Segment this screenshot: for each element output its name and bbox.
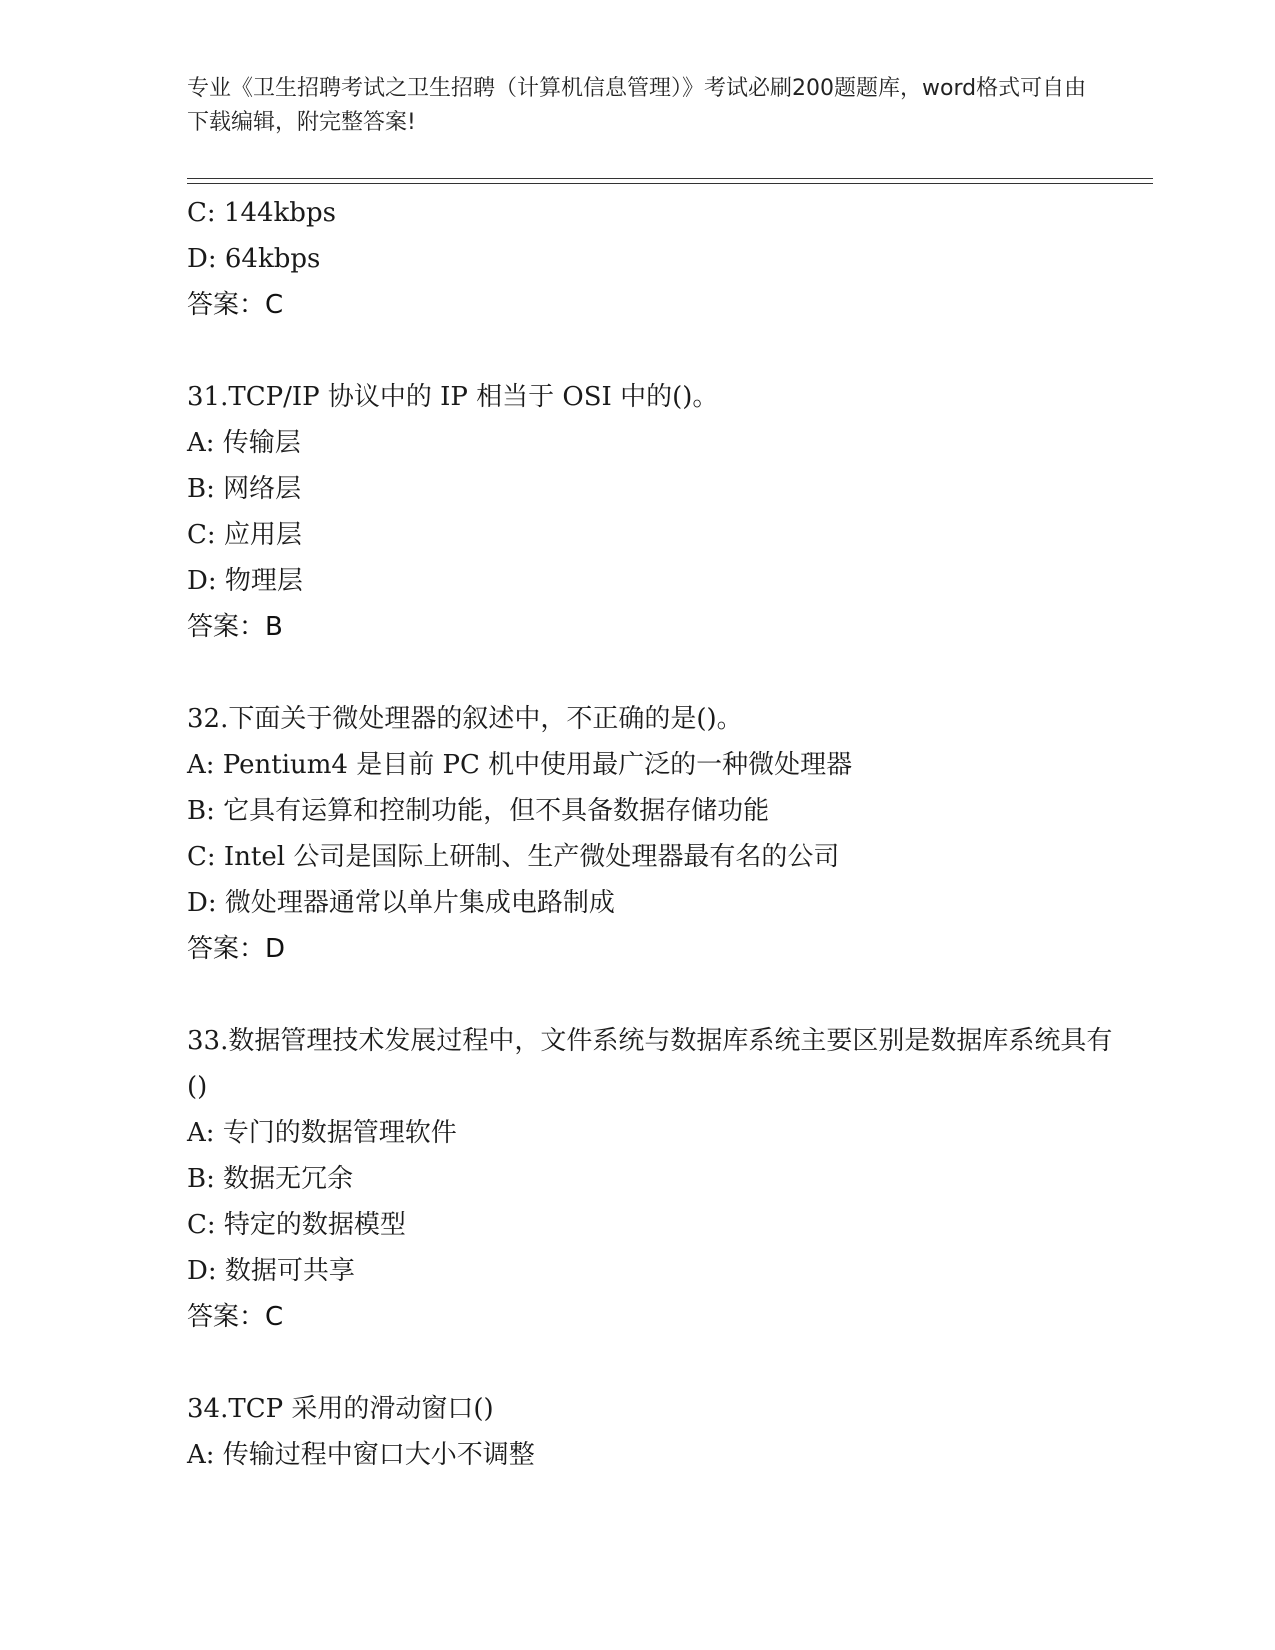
header-rule-bottom bbox=[187, 183, 1153, 184]
question-33: 33.数据管理技术发展过程中，文件系统与数据库系统主要区别是数据库系统具有() bbox=[187, 1026, 1113, 1102]
answer: 答案：B bbox=[187, 612, 283, 642]
option-c: C: 144kbps bbox=[187, 198, 336, 228]
option-d: D: 微处理器通常以单片集成电路制成 bbox=[187, 888, 615, 918]
option-d: D: 物理层 bbox=[187, 566, 303, 596]
option-a: A: 传输过程中窗口大小不调整 bbox=[187, 1440, 535, 1470]
document-header: 专业《卫生招聘考试之卫生招聘（计算机信息管理）》考试必刷200题题库，word格式可自由下载编辑，附完整答案! bbox=[187, 76, 1087, 135]
option-b: B: 网络层 bbox=[187, 474, 302, 504]
question-32: 32.下面关于微处理器的叙述中，不正确的是()。 bbox=[187, 704, 743, 734]
option-a: A: Pentium4 是目前 PC 机中使用最广泛的一种微处理器 bbox=[187, 750, 853, 780]
option-d: D: 64kbps bbox=[187, 244, 321, 274]
option-c: C: 特定的数据模型 bbox=[187, 1210, 406, 1240]
header-rule-top bbox=[187, 178, 1153, 179]
option-a: A: 专门的数据管理软件 bbox=[187, 1118, 457, 1148]
option-b: B: 它具有运算和控制功能，但不具备数据存储功能 bbox=[187, 796, 770, 826]
answer: 答案：D bbox=[187, 934, 286, 964]
answer: 答案：C bbox=[187, 1302, 284, 1332]
document-body bbox=[187, 190, 1127, 1478]
option-b: B: 数据无冗余 bbox=[187, 1164, 354, 1194]
question-34: 34.TCP 采用的滑动窗口() bbox=[187, 1394, 494, 1424]
option-d: D: 数据可共享 bbox=[187, 1256, 355, 1286]
option-a: A: 传输层 bbox=[187, 428, 301, 458]
option-c: C: Intel 公司是国际上研制、生产微处理器最有名的公司 bbox=[187, 842, 840, 872]
question-31: 31.TCP/IP 协议中的 IP 相当于 OSI 中的()。 bbox=[187, 382, 719, 412]
option-c: C: 应用层 bbox=[187, 520, 302, 550]
answer: 答案：C bbox=[187, 290, 284, 320]
